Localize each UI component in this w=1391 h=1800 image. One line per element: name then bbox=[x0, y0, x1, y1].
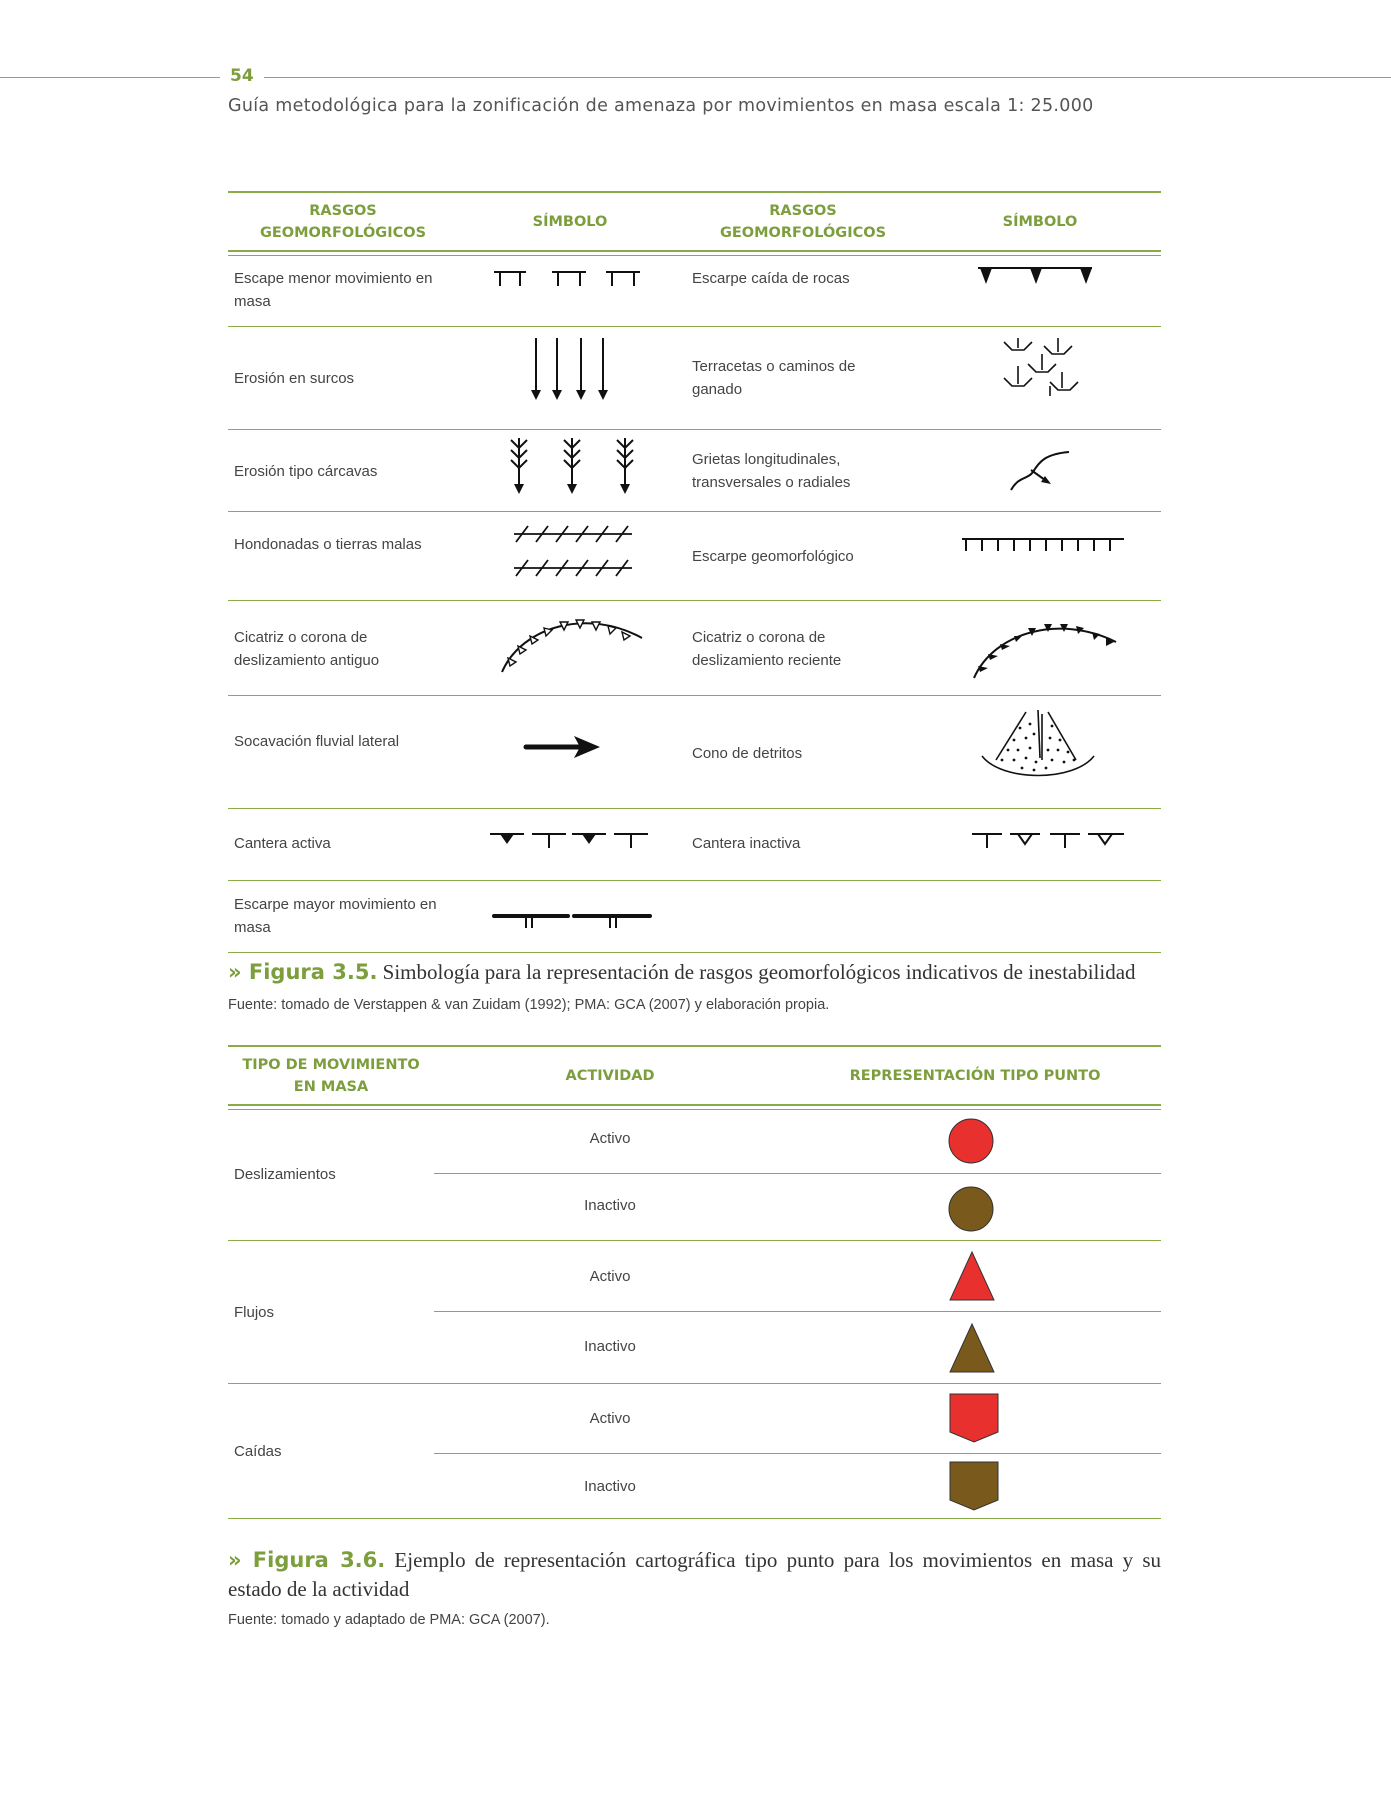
table-cell: Grietas longitudinales, transversales o radiales bbox=[692, 451, 851, 491]
table-cell: Terracetas o caminos de ganado bbox=[692, 358, 856, 398]
table-cell: Escarpe caída de rocas bbox=[692, 270, 850, 287]
page-number: 54 bbox=[220, 66, 264, 86]
table2-sub-rule bbox=[434, 1311, 1161, 1312]
deslizamiento-inactivo-circle bbox=[946, 1184, 996, 1234]
figure-3-5-caption bbox=[228, 958, 1161, 987]
figure-3-5-label: » Figura 3.5. bbox=[228, 960, 378, 984]
table2-top-rule bbox=[228, 1045, 1161, 1047]
table1-row-rule bbox=[228, 880, 1161, 881]
cicatriz-antiguo-symbol bbox=[498, 610, 646, 676]
cantera-inactiva-symbol bbox=[968, 830, 1128, 854]
table1-header-symbol-2: SÍMBOLO bbox=[1002, 214, 1078, 230]
activity-label: Inactivo bbox=[584, 1478, 636, 1495]
movement-type: Deslizamientos bbox=[234, 1166, 336, 1183]
cicatriz-reciente-symbol bbox=[970, 614, 1120, 680]
table-cell: Cantera activa bbox=[234, 835, 331, 852]
table1-bottom-rule bbox=[228, 952, 1161, 953]
escarpe-mayor-symbol bbox=[490, 910, 654, 932]
table2-header-rule bbox=[228, 1104, 1161, 1106]
table-cell: Erosión en surcos bbox=[234, 370, 355, 387]
deslizamiento-activo-circle bbox=[946, 1116, 996, 1166]
caida-activo-pentagon bbox=[948, 1392, 1000, 1444]
figure-3-6-label: » Figura 3.6. bbox=[228, 1548, 386, 1572]
activity-label: Inactivo bbox=[584, 1197, 636, 1214]
figure-3-5-source: Fuente: tomado de Verstappen & van Zuidam (1992); PMA: GCA (2007) y elaboración propia. bbox=[228, 997, 830, 1013]
table-cell: Escarpe mayor movimiento en masa bbox=[234, 896, 437, 936]
cono-detritos-symbol bbox=[978, 706, 1098, 780]
figure-3-6-source: Fuente: tomado y adaptado de PMA: GCA (2007). bbox=[228, 1612, 550, 1628]
hondonadas-symbol bbox=[510, 522, 640, 582]
table-cell: Escarpe geomorfológico bbox=[692, 548, 854, 565]
table-cell: Socavación fluvial lateral bbox=[234, 733, 400, 750]
cantera-activa-symbol bbox=[486, 830, 652, 854]
activity-label: Activo bbox=[589, 1410, 631, 1427]
table1-row-rule bbox=[228, 511, 1161, 512]
escarpe-caida-rocas-symbol bbox=[970, 264, 1100, 290]
table1-top-rule bbox=[228, 191, 1161, 193]
escape-menor-symbol bbox=[490, 266, 650, 290]
escarpe-geomorfologico-symbol bbox=[958, 535, 1128, 555]
table2-sub-rule bbox=[434, 1173, 1161, 1174]
table2-header-rule-thin bbox=[228, 1109, 1161, 1110]
table1-header-feature-1: RASGOS GEOMORFOLÓGICOS bbox=[259, 203, 427, 241]
table-cell: Cono de detritos bbox=[692, 745, 803, 762]
movement-type: Caídas bbox=[234, 1443, 282, 1460]
table-cell: Cantera inactiva bbox=[692, 835, 801, 852]
flujo-activo-triangle bbox=[948, 1250, 996, 1304]
figure-3-6-caption bbox=[228, 1546, 1161, 1604]
socavacion-arrow-symbol bbox=[522, 732, 602, 762]
grietas-symbol bbox=[1005, 446, 1075, 496]
table2-bottom-rule bbox=[228, 1518, 1161, 1519]
table2-group-rule bbox=[228, 1383, 1161, 1384]
table-cell: Cicatriz o corona de deslizamiento antiguo bbox=[234, 629, 380, 669]
table-cell: Hondonadas o tierras malas bbox=[234, 536, 422, 553]
flujo-inactivo-triangle bbox=[948, 1322, 996, 1376]
table2-header-representation: REPRESENTACIÓN TIPO PUNTO bbox=[849, 1068, 1101, 1084]
caida-inactivo-pentagon bbox=[948, 1460, 1000, 1512]
table1-row-rule bbox=[228, 600, 1161, 601]
running-header: Guía metodológica para la zonificación de amenaza por movimientos en masa escala 1: 25.000 bbox=[228, 96, 1094, 116]
table2-header-type: TIPO DE MOVIMIENTO EN MASA bbox=[242, 1057, 420, 1095]
activity-label: Inactivo bbox=[584, 1338, 636, 1355]
header-rule bbox=[0, 77, 1391, 78]
table-cell: Erosión tipo cárcavas bbox=[234, 463, 378, 480]
table2-group-rule bbox=[228, 1240, 1161, 1241]
table1-header-rule bbox=[228, 250, 1161, 252]
erosion-surcos-symbol bbox=[526, 334, 616, 402]
table2-header-activity: ACTIVIDAD bbox=[565, 1068, 655, 1084]
table-cell: Cicatriz o corona de deslizamiento reciente bbox=[692, 629, 842, 669]
table1-row-rule bbox=[228, 808, 1161, 809]
terracetas-symbol bbox=[1000, 336, 1090, 404]
table1-header-rule-thin bbox=[228, 255, 1161, 256]
table-cell: Escape menor movimiento en masa bbox=[234, 270, 433, 310]
activity-label: Activo bbox=[589, 1268, 631, 1285]
carcavas-symbol bbox=[505, 436, 645, 496]
activity-label: Activo bbox=[589, 1130, 631, 1147]
table1-row-rule bbox=[228, 695, 1161, 696]
table1-row-rule bbox=[228, 326, 1161, 327]
table1-row-rule bbox=[228, 429, 1161, 430]
movement-type: Flujos bbox=[234, 1304, 275, 1321]
figure-3-6-text: Ejemplo de representación cartográfica tipo punto para los movimientos en masa y su estado de la actividad bbox=[228, 1548, 1162, 1601]
table2-sub-rule bbox=[434, 1453, 1161, 1454]
table1-header-feature-2: RASGOS GEOMORFOLÓGICOS bbox=[719, 203, 887, 241]
table1-header-symbol-1: SÍMBOLO bbox=[532, 214, 608, 230]
figure-3-5-text: Simbología para la representación de rasgos geomorfológicos indicativos de inestabilidad bbox=[382, 960, 1136, 984]
